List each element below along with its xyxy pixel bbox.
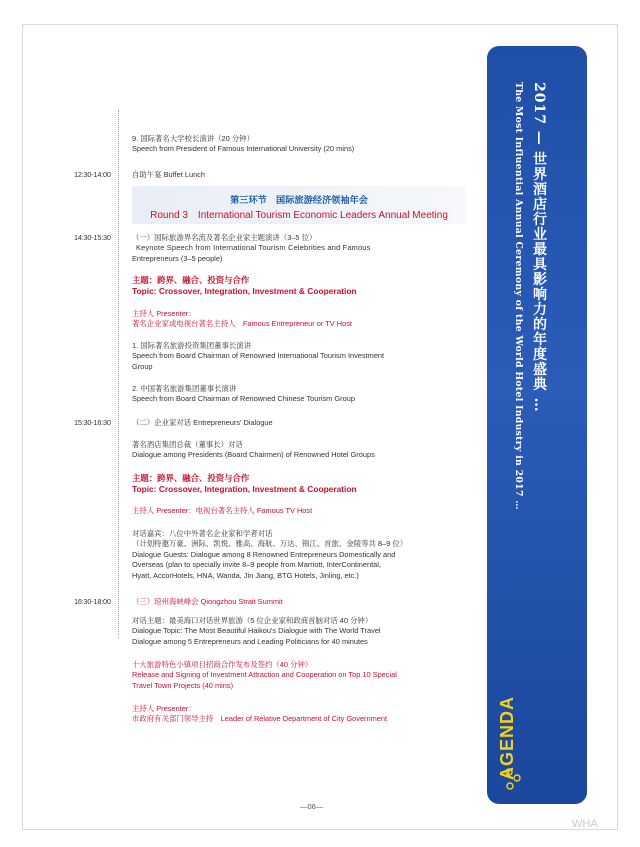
session-3-topic-en-2: Dialogue among 5 Entrepreneurs and Leading Politicians for 40 minutes (132, 636, 368, 646)
session-1-en-2: Entrepreneurs (3–5 people) (132, 253, 223, 263)
speech-2-cn: 2. 中国著名旅游集团董事长演讲 (132, 384, 237, 393)
session-3-topic-cn: 对话主题：最美海口对话世界旅游（5 位企业家和政商首脑对话 40 分钟） (132, 616, 373, 625)
session-3-topic (132, 616, 466, 647)
session-1-host (132, 309, 466, 330)
guests-cn-1: 对话嘉宾：八位中外著名企业家和学者对话 (132, 529, 273, 538)
round-3-title-cn: 第三环节 国际旅游经济领袖年会 (230, 195, 368, 205)
guests-cn-2: （计划特邀万豪、洲际、凯悦、雅高、海航、万达、锦江、首旅、金陵等共 8–9 位） (132, 539, 408, 549)
session-2-topic-en: Topic: Crossover, Integration, Investment & Cooperation (132, 484, 357, 494)
session-3-title (132, 597, 466, 607)
speech-1-en-2: Group (132, 361, 153, 371)
session-3-topic-en-1: Dialogue Topic: The Most Beautiful Haikou's Dialogue with The World Travel (132, 626, 381, 636)
session-2-dialog-cn: 著名酒店集团总裁（董事长）对话 (132, 440, 243, 449)
round-3-header (132, 186, 466, 224)
round-3-title-en: Round 3 International Tourism Economic Leaders Annual Meeting (150, 210, 448, 221)
session-1-topic-en: Topic: Crossover, Integration, Investment & Cooperation (132, 286, 357, 296)
session-1-block (132, 233, 466, 264)
time-lunch: 12:30-14:00 (74, 170, 111, 179)
speech-9-en: Speech from President of Famous International University (20 mins) (132, 144, 355, 154)
lunch-text: 自助午宴 Buffet Lunch (132, 170, 205, 179)
session-1-host-label: 主持人 Presenter： (132, 309, 196, 318)
session-2-host-text: 主持人 Presenter：电视台著名主持人 Famous TV Host (132, 506, 313, 515)
session-3-host (132, 704, 466, 725)
guests-en-2: Overseas (plan to specially invite 8–9 people from Marriott, InterContinental, (132, 560, 381, 570)
sidebar-title-cn: 2017 — 世界酒店行业最具影响力的年度盛典 … (531, 82, 547, 413)
release-en-1: Release and Signing of Investment Attraction and Cooperation on Top 10 Special (132, 670, 397, 680)
guests-en-1: Dialogue Guests: Dialogue among 8 Renowned Entrepreneurs Domestically and (132, 549, 396, 559)
time-session-2: 15:30-16:30 (74, 418, 111, 427)
speech-9-cn: 9. 国际著名大学校长演讲（20 分钟） (132, 134, 254, 143)
agenda-sidebar (487, 46, 587, 804)
decorative-swirl-icon (501, 764, 525, 794)
time-session-3: 16:30-18:00 (74, 597, 111, 606)
sidebar-title-en: The Most Influential Annual Ceremony of the World Hotel Industry in 2017 … (513, 82, 524, 510)
session-3-host-label: 主持人 Presenter： (132, 704, 196, 713)
time-session-1: 14:30-15:30 (74, 233, 111, 242)
session-1-en-1: Keynote Speech from International Tourism Celebrities and Famous (136, 243, 371, 253)
session-2-title-text: （二）企业家对话 Entrepreneurs' Dialogue (132, 418, 273, 427)
session-1-cn: （一）国际旅游界名流及著名企业家主题演讲（3–5 位） (132, 233, 317, 242)
session-1-topic (132, 275, 466, 297)
session-3-release (132, 660, 466, 691)
session-1-speech-1 (132, 341, 466, 372)
session-2-topic (132, 473, 466, 495)
speech-1-cn: 1. 国际著名旅游投资集团董事长演讲 (132, 341, 252, 350)
session-2-guests (132, 529, 466, 581)
timeline-divider (118, 110, 119, 638)
session-1-host-name: 著名企业家或电视台著名主持人 Famous Entrepreneur or TV Host (132, 319, 352, 329)
session-2-host (132, 506, 466, 516)
session-1-speech-2 (132, 384, 466, 405)
speech-1-en-1: Speech from Board Chairman of Renowned International Tourism Investment (132, 351, 385, 361)
session-3-title-text: （三）琼州海峡峰会 Qiongzhou Strait Summit (132, 597, 283, 606)
page-number: —06— (300, 802, 324, 811)
lunch-block (132, 170, 466, 180)
speech-9-block (132, 134, 466, 155)
release-en-2: Travel Town Projects (40 mins) (132, 680, 234, 690)
session-3-host-name: 市政府有关部门领导主持 Leader of Relative Department of City Government (132, 714, 388, 724)
session-2-title (132, 418, 466, 428)
speech-2-en: Speech from Board Chairman of Renowned Chinese Tourism Group (132, 394, 355, 404)
session-1-topic-cn: 主题：跨界、融合、投资与合作 (132, 275, 250, 285)
session-2-dialog (132, 440, 466, 461)
release-cn: 十大旅游特色小镇项目招商合作发布及签约（40 分钟） (132, 660, 313, 669)
agenda-label: AGENDA (497, 696, 517, 781)
guests-en-3: Hyatt, AccorHotels, HNA, Wanda, Jin Jiang, BTG Hotels, Jinling, etc.) (132, 570, 359, 580)
watermark-label: WHA (572, 818, 598, 830)
session-2-topic-cn: 主题：跨界、融合、投资与合作 (132, 473, 250, 483)
session-2-dialog-en: Dialogue among Presidents (Board Chairmen) of Renowned Hotel Groups (132, 450, 375, 460)
